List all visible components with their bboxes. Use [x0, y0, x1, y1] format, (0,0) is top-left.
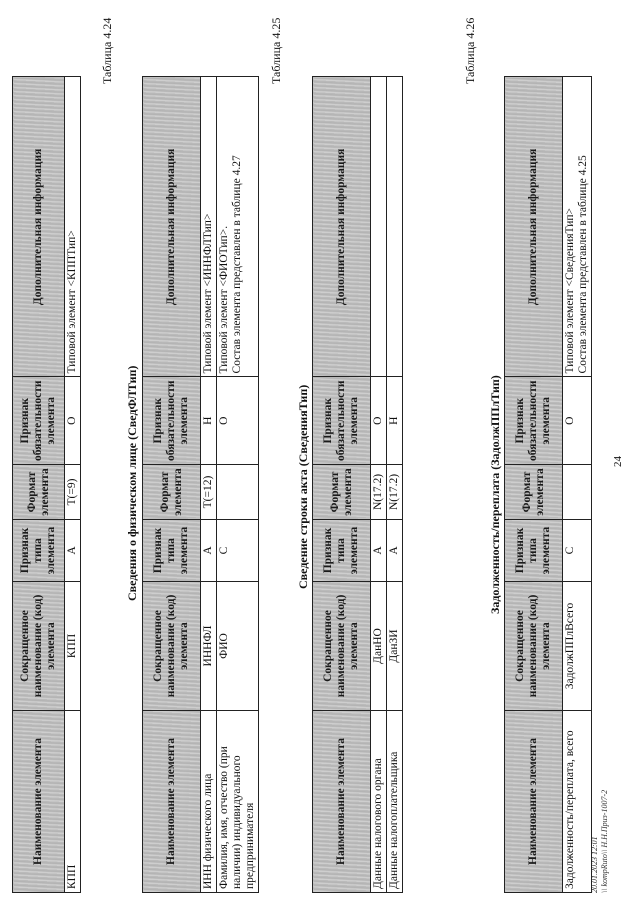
header-type: Признак типа элемента: [13, 520, 65, 582]
table-row: Данные налогоплательщика ДанЗИ А N(17.2) Н: [387, 77, 403, 893]
header-short: Сокращенное наименование (код) элемента: [143, 582, 201, 711]
page-number: 24: [612, 456, 624, 467]
header-info: Дополнительная информация: [143, 77, 201, 377]
header-name: Наименование элемента: [13, 711, 65, 893]
table-row: Данные налогового органа ДанНО А N(17.2) О: [371, 77, 387, 893]
table-row: КПП КПП А T(=9) О Типовой элемент <КППТип>: [65, 77, 81, 893]
table-row: ИНН физического лица ИННФЛ А T(=12) Н Типовой элемент <ИННФЛТип>: [201, 77, 217, 893]
header-mandatory: Признак обязательности элемента: [505, 377, 563, 465]
header-name: Наименование элемента: [143, 711, 201, 893]
table-title: Задолженность/переплата (ЗадолжППлТип): [488, 375, 502, 614]
header-short: Сокращенное наименование (код) элемента: [313, 582, 371, 711]
header-short: Сокращенное наименование (код) элемента: [505, 582, 563, 711]
header-type: Признак типа элемента: [143, 520, 201, 582]
print-footer: 20.01.2023 12:01 \\ kompRuto\\ Н.Н.Приз-1007-2: [590, 789, 609, 893]
table-4-26: [504, 76, 592, 893]
header-type: Признак типа элемента: [505, 520, 563, 582]
table-caption: Таблица 4.25: [269, 17, 283, 84]
table-caption: Таблица 4.26: [463, 17, 477, 84]
table-header-row: [143, 77, 201, 893]
header-type: Признак типа элемента: [313, 520, 371, 582]
header-name: Наименование элемента: [313, 711, 371, 893]
header-format: Формат элемента: [13, 465, 65, 520]
header-mandatory: Признак обязательности элемента: [13, 377, 65, 465]
table-header-row: [505, 77, 563, 893]
header-format: Формат элемента: [313, 465, 371, 520]
header-name: Наименование элемента: [505, 711, 563, 893]
table-4-25: [312, 76, 403, 893]
header-format: Формат элемента: [143, 465, 201, 520]
header-info: Дополнительная информация: [13, 77, 65, 377]
table-kpp: [12, 76, 81, 893]
table-row: Фамилия, имя, отчество (при наличии) индивидуального предпринимателя ФИО С О Типовой элемент <ФИОТип>. Состав элемента представлен в таблице 4.27: [217, 77, 259, 893]
header-info: Дополнительная информация: [313, 77, 371, 377]
header-format: Формат элемента: [505, 465, 563, 520]
table-title: Сведение строки акта (СведенияТип): [296, 384, 310, 589]
table-caption: Таблица 4.24: [100, 17, 114, 84]
header-mandatory: Признак обязательности элемента: [313, 377, 371, 465]
table-header-row: [13, 77, 65, 893]
header-short: Сокращенное наименование (код) элемента: [13, 582, 65, 711]
table-4-24: [142, 76, 259, 893]
table-row: Задолженность/переплата, всего ЗадолжППлВсего С О Типовой элемент <СведенияТип> Состав элемента представлен в таблице 4.25: [563, 77, 592, 893]
table-header-row: [313, 77, 371, 893]
table-title: Сведения о физическом лице (СведФЛТип): [125, 365, 139, 601]
header-mandatory: Признак обязательности элемента: [143, 377, 201, 465]
header-info: Дополнительная информация: [505, 77, 563, 377]
